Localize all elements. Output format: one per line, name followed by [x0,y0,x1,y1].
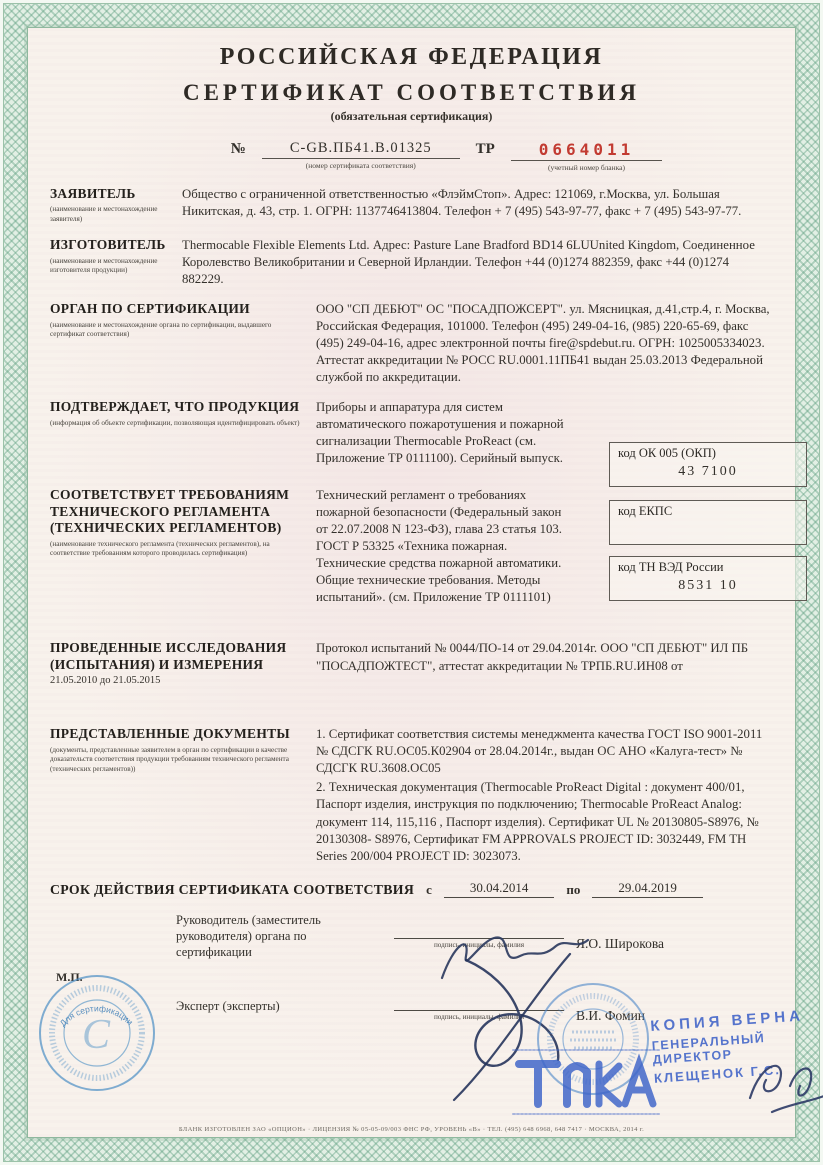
copy-verna-line-1: КОПИЯ ВЕРНА [649,1007,805,1036]
head-signature-title: Руководитель (заместитель руководителя) органа по сертификации [176,912,321,959]
compliance-label: СООТВЕТСТВУЕТ ТРЕБОВАНИЯМ ТЕХНИЧЕСКОГО РЕГЛАМЕНТА (ТЕХНИЧЕСКИХ РЕГЛАМЕНТОВ) [50,487,290,536]
manufacturer-text: Thermocable Flexible Elements Ltd. Адрес: Pasture Lane Bradford BD14 6LUUnited Kingdom, Соединенное Королевство Великобритании и Северной Ирландии. Телефон +44 (0)1274 882359, факс +44 (0)1274 882229. [182,238,755,287]
code-box-ekps [609,500,807,545]
cert-number-value: C-GB.ПБ41.В.01325 [262,140,460,159]
certification-body-label: ОРГАН ПО СЕРТИФИКАЦИИ [50,301,250,317]
cert-number-caption: (номер сертификата соответствия) [305,161,416,170]
research-label: ПРОВЕДЕННЫЕ ИССЛЕДОВАНИЯ (ИСПЫТАНИЯ) И ИЗМЕРЕНИЯ [50,640,287,672]
product-label: ПОДТВЕРЖДАЕТ, ЧТО ПРОДУКЦИЯ [50,399,300,415]
stamp-monogram: С [82,1012,111,1058]
product-caption: (информация об объекте сертификации, позволяющая идентифицировать объект) [50,418,300,427]
validity-from-date: 30.04.2014 [444,880,555,898]
research-section [50,640,773,686]
footer-fine-print: БЛАНК ИЗГОТОВЛЕН ЗАО «ОПЦИОН» · ЛИЦЕНЗИЯ № 05-05-09/003 ФНС РФ, УРОВЕНЬ «В» · ТЕЛ. (495) 648 6968, 648 7417 · МОСКВА, 2014 г. [178,1126,645,1133]
copy-verna-line-3: КЛЕЩЕНОК Г.С. [653,1062,782,1086]
head-signature-caption: подпись, инициалы, фамилия [433,940,525,949]
documents-item-2: 2. Техническая документация (Thermocable ProReact Digital : документ 400/01, Паспорт изделия, инструкция по подключению; Thermocable ProReact Analog: документ 114, 115,116 , Паспорт изделия). Сертификат UL № 20130805-S8976, № 20130308- S8976, Сертификат FM APPROVALS PROJECT ID: 3032449, FM TH Series 200/004 PROJECT ID: 3023073. [316,780,759,863]
expert-signature-row [176,984,773,1024]
product-text: Приборы и аппаратура для систем автоматического пожаротушения и пожарной сигнализации Thermocable ProReact (см. Приложение ТР 0111100). Серийный выпуск. [316,400,564,466]
applicant-caption: (наименование и местонахождение заявителя) [50,205,158,223]
validity-label: СРОК ДЕЙСТВИЯ СЕРТИФИКАТА СООТВЕТСТВИЯ [50,881,415,897]
applicant-section [50,186,773,224]
blank-number-value: 0664011 [511,140,662,161]
certification-body-caption: (наименование и местонахождение органа по сертификации, выдавшего сертификат соответствия) [50,320,272,339]
head-signature-row [176,912,773,960]
okp-label: код ОК 005 (ОКП) [618,446,716,460]
compliance-caption: (наименование технического регламента (технических регламентов), на соответствие требованиям которого проводилась сертификация) [50,539,270,558]
documents-label: ПРЕДСТАВЛЕННЫЕ ДОКУМЕНТЫ [50,726,290,742]
head-signature-line [394,938,564,939]
head-signature-name: Я.О. Широкова [576,935,665,951]
mp-label: М.П. [56,969,83,984]
cert-number-field [262,140,460,170]
blank-number-caption: (учетный номер бланка) [548,163,625,172]
tr-label: ТР [475,141,495,157]
research-text: Протокол испытаний № 0044/ПО-14 от 29.04.2014г. ООО "СП ДЕБЮТ" ИЛ ПБ "ПОСАДПОЖТЕСТ", аттестат аккредитации № ТРПБ.RU.ИН08 от [316,641,749,673]
documents-section [50,726,773,866]
certificate-title: СЕРТИФИКАТ СООТВЕТСТВИЯ [182,80,641,105]
certification-body-text: ООО "СП ДЕБЮТ" ОС "ПОСАДПОЖСЕРТ". ул. Мясницкая, д.41,стр.4, г. Москва, Российская Федерация, 101000. Телефон (495) 249-04-16, (985) 220-65-69, факс (495) 249-04-16, адрес электронной почты fire@spdebut.ru. ОГРН: 1025005334023. Аттестат аккредитации № РОСС RU.0001.11ПБ41 выдан 25.03.2013 Федеральной службой по аккредитации. [316,302,770,385]
blank-number-field [511,140,662,172]
applicant-label: ЗАЯВИТЕЛЬ [50,186,136,201]
code-box-okp [609,442,807,487]
manufacturer-label: ИЗГОТОВИТЕЛЬ [50,237,166,253]
expert-title: Эксперт (эксперты) [176,998,280,1013]
validity-row [50,880,773,898]
svg-text:Для сертификации: Для сертификации [57,1003,136,1029]
research-dates: 21.05.2010 до 21.05.2015 [50,675,161,687]
expert-name: В.И. Фомин [576,1007,646,1023]
tnved-label: код ТН ВЭД России [618,560,724,574]
expert-signature-caption: подпись, инициалы, фамилия [433,1012,525,1021]
manufacturer-caption: (наименование и местонахождение изготовителя продукции) [50,256,158,275]
copy-verna-line-2: ГЕНЕРАЛЬНЫЙ ДИРЕКТОР [651,1031,766,1067]
validity-to-date: 29.04.2019 [592,880,703,898]
code-box-tnved [609,556,807,601]
country-title: РОССИЙСКАЯ ФЕДЕРАЦИЯ [219,44,604,70]
expert-signature-line [394,1010,564,1011]
tnved-value: 8531 10 [678,578,738,593]
certificate-numbers-row [120,140,773,172]
okp-value: 43 7100 [678,464,738,479]
documents-caption: (документы, представленные заявителем в орган по сертификации в качестве доказательств соответствия продукции требованиям технического регламента (технических регламентов)) [50,745,289,773]
certificate-subtitle: (обязательная сертификация) [330,109,493,123]
documents-item-1: 1. Сертификат соответствия системы менеджмента качества ГОСТ ISO 9001-2011 № СДСГК RU.ОС05.К02904 от 28.04.2014г., выдан ОС АНО «Калуга-тест» № СДСГК RU.3608.ОС05 [316,727,763,776]
compliance-text: Технический регламент о требованиях пожарной безопасности (Федеральный закон от 22.07.2008 N 123-ФЗ), глава 23 статья 103. ГОСТ Р 53325 «Техника пожарная. Технические средства пожарной автоматики. Общие технические требования. Методы испытаний». (см. Приложение ТР 0111101) [316,488,562,605]
signature-area [50,912,773,1048]
ekps-value [618,522,798,539]
validity-to-word: по [566,881,581,897]
manufacturer-section [50,237,773,288]
applicant-text: Общество с ограниченной ответственностью «ФлэймСтоп». Адрес: 121069, г.Москва, ул. Большая Никитская, д. 43, стр. 1. ОГРН: 1137746413804. Телефон + 7 (495) 543-97-77, факс + 7 (495) 543-97-77. [182,187,742,219]
cert-number-label: № [230,141,246,157]
certification-body-section [50,301,773,386]
ekps-label: код ЕКПС [618,504,673,518]
validity-from-word: с [426,881,432,897]
